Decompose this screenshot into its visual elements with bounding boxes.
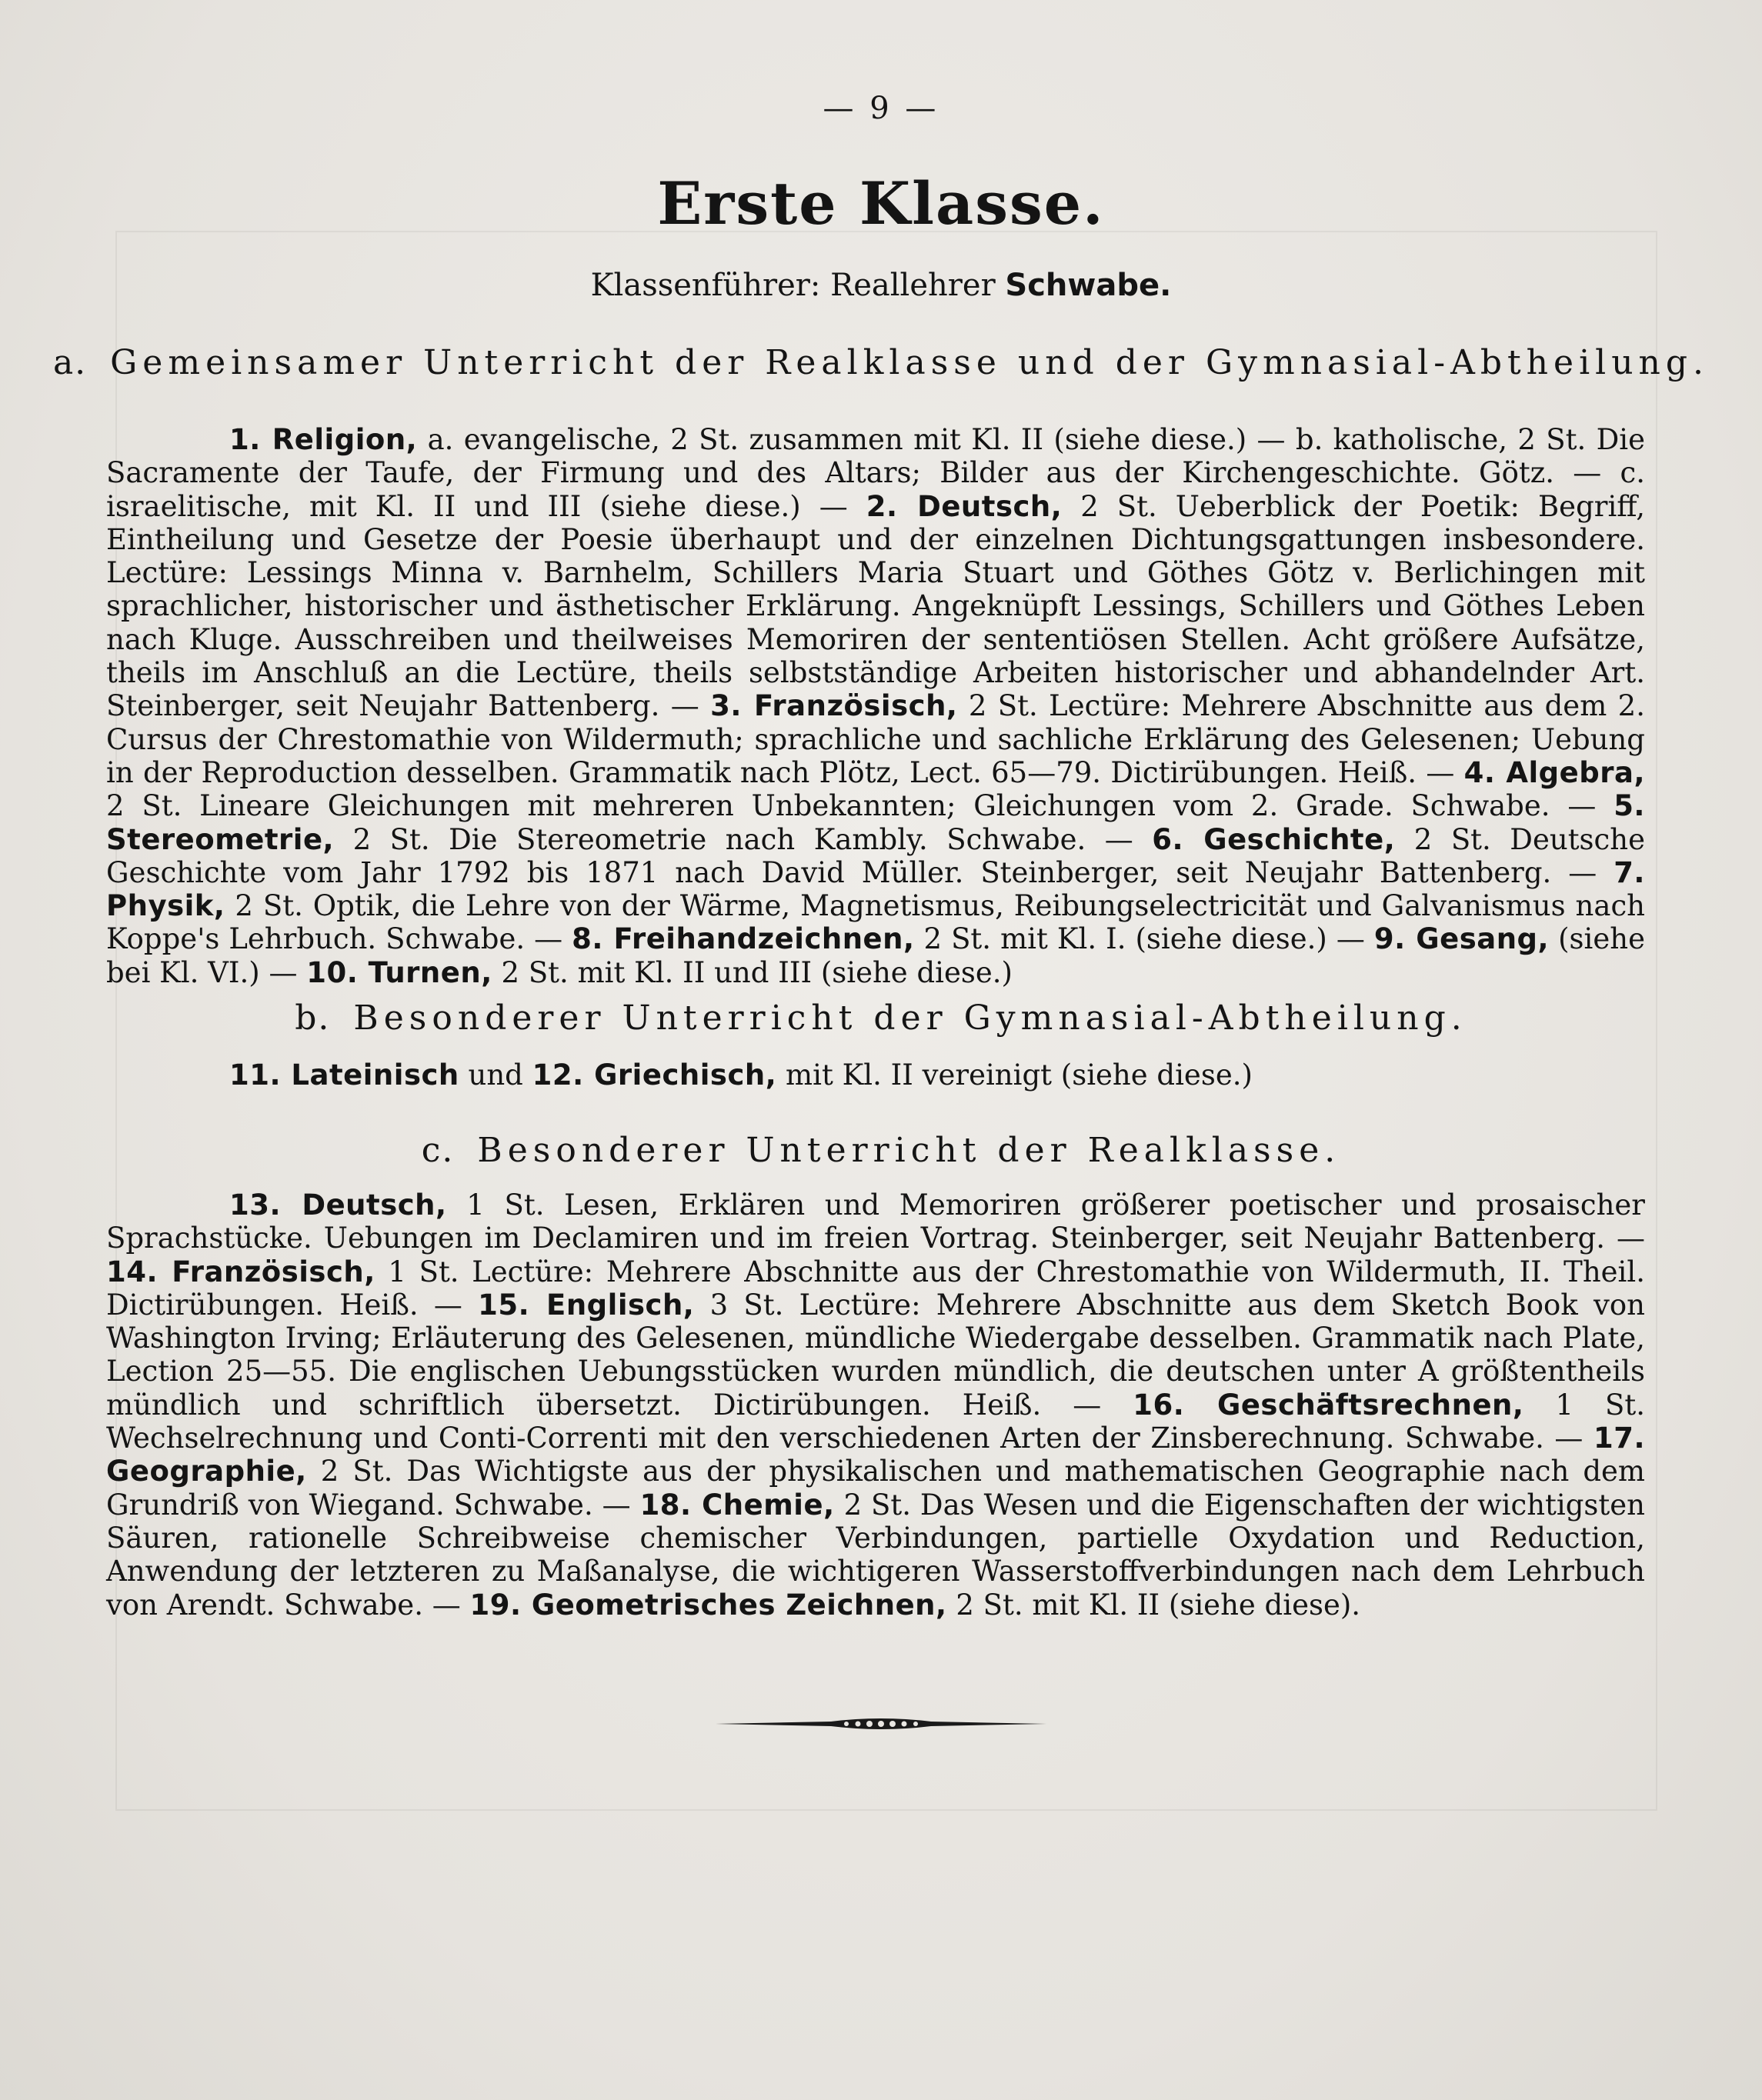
class-leader-label: Klassenführer: Reallehrer (590, 268, 996, 303)
paragraph-text: 1 St. Lectüre: Mehrere Abschnitte aus der Chrestomathie von Wildermuth, II. Theil. Dictirübungen. Heiß. — (106, 1255, 1645, 1322)
subject-heading: 4. Algebra, (1463, 755, 1645, 789)
subject-heading: 9. Gesang, (1373, 922, 1550, 956)
section-heading-text: Gemeinsamer Unterricht der Realklasse und der Gymnasial-Abtheilung. (110, 343, 1710, 382)
paragraph-text: 2 St. mit Kl. II und III (siehe diese.) (492, 955, 1013, 989)
subject-heading: 2. Deutsch, (866, 489, 1063, 523)
paragraph-section-c (106, 1188, 1645, 1622)
section-heading-text: Besonderer Unterricht der Realklasse. (477, 1131, 1341, 1170)
paragraph-text: mit Kl. II vereinigt (siehe diese.) (776, 1058, 1253, 1092)
subject-heading: 11. Lateinisch (229, 1058, 459, 1092)
section-heading-text: Besonderer Unterricht der Gymnasial-Abtheilung. (353, 998, 1467, 1038)
section-label: b. (295, 998, 331, 1038)
subject-heading: 14. Französisch, (106, 1255, 375, 1288)
section-heading-a (0, 343, 1762, 382)
class-leader-name: Schwabe. (1005, 268, 1172, 303)
paragraph-section-b (106, 1058, 1645, 1092)
paragraph-text: 2 St. Deutsche Geschichte vom Jahr 1792 bis 1871 nach David Müller. Steinberger, seit Neujahr Battenberg. — (106, 822, 1645, 889)
subject-heading: 3. Französisch, (710, 689, 958, 723)
ornament-rule-icon (716, 1712, 1046, 1735)
paragraph-text: 3 St. Lectüre: Mehrere Abschnitte aus dem Sketch Book von Washington Irving; Erläuterung des Gelesenen, mündliche Wiedergabe desselben. Grammatik nach Plate, Lection 25—55. Die englischen Uebungsstücken wurden mündlich, die deutschen unter A größtentheils mündlich und schriftlich übersetzt. Dictirübungen. Heiß. — (106, 1288, 1646, 1422)
paragraph-text: 1 St. Wechselrechnung und Conti-Correnti mit den verschiedenen Arten der Zinsberechnung. Schwabe. — (106, 1388, 1645, 1455)
subject-heading: 16. Geschäftsrechnen, (1133, 1388, 1524, 1422)
page-title: Erste Klasse. (657, 169, 1105, 238)
paragraph-section-a (106, 423, 1645, 989)
paragraph-text: 2 St. Das Wichtigste aus der physikalischen und mathematischen Geographie nach dem Grundriß von Wiegand. Schwabe. — (106, 1455, 1645, 1522)
paragraph-text: und (459, 1058, 532, 1092)
subject-heading: 5. Stereometrie, (106, 789, 1645, 856)
subject-heading: 18. Chemie, (639, 1488, 835, 1522)
paragraph-text: 2 St. mit Kl. I. (siehe diese.) — (914, 922, 1374, 956)
paragraph-text: 2 St. Lineare Gleichungen mit mehreren Unbekannten; Gleichungen vom 2. Grade. Schwabe. — (106, 789, 1614, 823)
paragraph-text: 2 St. Optik, die Lehre von der Wärme, Magnetismus, Reibungselectricität und Galvanismus nach Koppe's Lehrbuch. Schwabe. — (106, 889, 1645, 956)
paragraph-text: 1 St. Lesen, Erklären und Memoriren größerer poetischer und prosaischer Sprachstücke. Uebungen im Declamiren und im freien Vortrag. Steinberger, seit Neujahr Battenberg. — (106, 1188, 1645, 1255)
subject-heading: 6. Geschichte, (1152, 822, 1396, 856)
subject-heading: 1. Religion, (229, 423, 418, 456)
paragraph-text: 2 St. Lectüre: Mehrere Abschnitte aus dem 2. Cursus der Chrestomathie von Wildermuth; sprachliche und sachliche Erklärung des Gelesenen; Uebung in der Reproduction desselben. Grammatik nach Plötz, Lect. 65—79. Dictirübungen. Heiß. — (106, 689, 1645, 789)
class-leader (0, 268, 1762, 303)
paragraph-text: a. evangelische, 2 St. zusammen mit Kl. II (siehe diese.) — b. katholische, 2 St. Die Sacramente der Taufe, der Firmung und des Altars; Bilder aus der Kirchengeschichte. Götz. — c. israelitische, mit Kl. II und III (siehe diese.) — (106, 423, 1645, 523)
section-label: c. (421, 1131, 455, 1170)
paragraph-text: (siehe bei Kl. VI.) — (106, 922, 1645, 989)
subject-heading: 17. Geographie, (106, 1422, 1645, 1488)
subject-heading: 19. Geometrisches Zeichnen, (469, 1588, 947, 1622)
subject-heading: 10. Turnen, (306, 955, 492, 989)
paragraph-text: 2 St. mit Kl. II (siehe diese). (946, 1588, 1361, 1622)
subject-heading: 13. Deutsch, (229, 1188, 447, 1222)
subject-heading: 15. Englisch, (478, 1288, 695, 1322)
paragraph-text: 2 St. Das Wesen und die Eigenschaften der wichtigsten Säuren, rationelle Schreibweise chemischer Verbindungen, partielle Oxydation und Reduction, Anwendung der letzteren zu Maßanalyse, die wichtigeren Wasserstoffverbindungen nach dem Lehrbuch von Arendt. Schwabe. — (106, 1488, 1646, 1622)
section-heading-b (0, 998, 1762, 1038)
subject-heading: 12. Griechisch, (532, 1058, 777, 1092)
section-heading-c (0, 1131, 1762, 1170)
subject-heading: 7. Physik, (106, 855, 1645, 923)
section-label: a. (52, 343, 88, 382)
page-number: — 9 — (823, 91, 939, 126)
paragraph-text: 2 St. Die Stereometrie nach Kambly. Schwabe. — (334, 822, 1153, 856)
paragraph-text: 2 St. Ueberblick der Poetik: Begriff, Eintheilung und Gesetze der Poesie überhaupt und der einzelnen Dichtungsgattungen insbesondere. Lectüre: Lessings Minna v. Barnhelm, Schillers Maria Stuart und Göthes Götz v. Berlichingen mit sprachlicher, historischer und ästhetischer Erklärung. Angeknüpft Lessings, Schillers und Göthes Leben nach Kluge. Ausschreiben und theilweises Memoriren der sententiösen Stellen. Acht größere Aufsätze, theils im Anschluß an die Lectüre, theils selbstständige Arbeiten historischer und abhandelnder Art. Steinberger, seit Neujahr Battenberg. — (106, 489, 1646, 723)
subject-heading: 8. Freihandzeichnen, (572, 922, 915, 956)
